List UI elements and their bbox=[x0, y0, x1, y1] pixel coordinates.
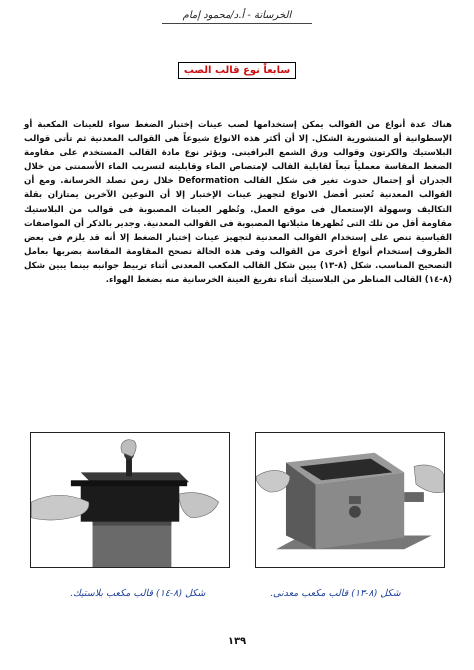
running-header bbox=[0, 10, 474, 24]
running-header-rule bbox=[162, 23, 312, 24]
figure-caption-left: شكل (٨-١٤) قالب مكعب بلاستيك. bbox=[70, 588, 206, 599]
section-title-box bbox=[178, 62, 296, 79]
figure-caption-right: شكل (٨-١٣) قالب مكعب معدنى. bbox=[270, 588, 401, 599]
section-title: سابعاً نوع قالب الصب bbox=[183, 65, 291, 76]
body-text bbox=[24, 118, 452, 287]
figure-plastic-cube-mould bbox=[30, 432, 230, 568]
plastic-mould-illustration bbox=[31, 433, 229, 567]
body-paragraph: هناك عدة أنواع من القوالب يمكن إستخدامها لصب عينات إختبار الضغط سواء للعينات المكعبة أو الإسطوانية أو المنشورية الشكل. إلا أن أكثر هذه الانواع شيوعاً هى القوالب المعدنية ثم تأتى قوالب البلاستيك والكرتون وقوالب ورق الشمع البرافينى. ويؤثر نوع مادة القالب المستخدم على مقاومة الضغط المقاسة معملياً تبعاً لقابلية القالب لإمتصاص الماء وقابليته لتسريب الماء الأسمنتى من خلال الجدران أو إحتمال حدوث تغير فى شكل القالب Deformation خلال زمن تصلد الخرسانة. ومع أن القوالب المعدنية تُعتبر أفضل الانواع لتجهيز عينات الإختبار إلا أن النوعين الآخرين يمتازان بقلة التكاليف وسهولة الإستعمال فى موقع العمل. وتُظهر العينات المصبوبة فى قوالب من البلاستيك مقاومة أقل من تلك التى تُظهرها مثيلاتها المصبوبة فى القوالب المعدنية. وجدير بالذكر أن المواصفات القياسية تنص على إستخدام القوالب المعدنية لتجهيز عينات إختبار الضغط إلا أنه قد يلزم فى بعض الظروف إستخدام أنواع أخرى من القوالب وفى هذه الحالة تصحح المقاومة المقاسة بضربها بعامل التصحيح المناسب. شكل (٨-١٣) يبين شكل القالب المكعب المعدنى أثناء تربيط جوانبه بينما يبين شكل (٨-١٤) القالب المناظر من البلاستيك أثناء تفريغ العينة الخرسانية منه بضغط الهواء. bbox=[24, 120, 453, 286]
page-number: ١٣٩ bbox=[227, 636, 247, 647]
steel-mould-illustration bbox=[256, 433, 444, 567]
running-header-text: الخرسانة - أ.د/محمود إمام bbox=[182, 10, 292, 21]
figure-steel-cube-mould bbox=[255, 432, 445, 568]
